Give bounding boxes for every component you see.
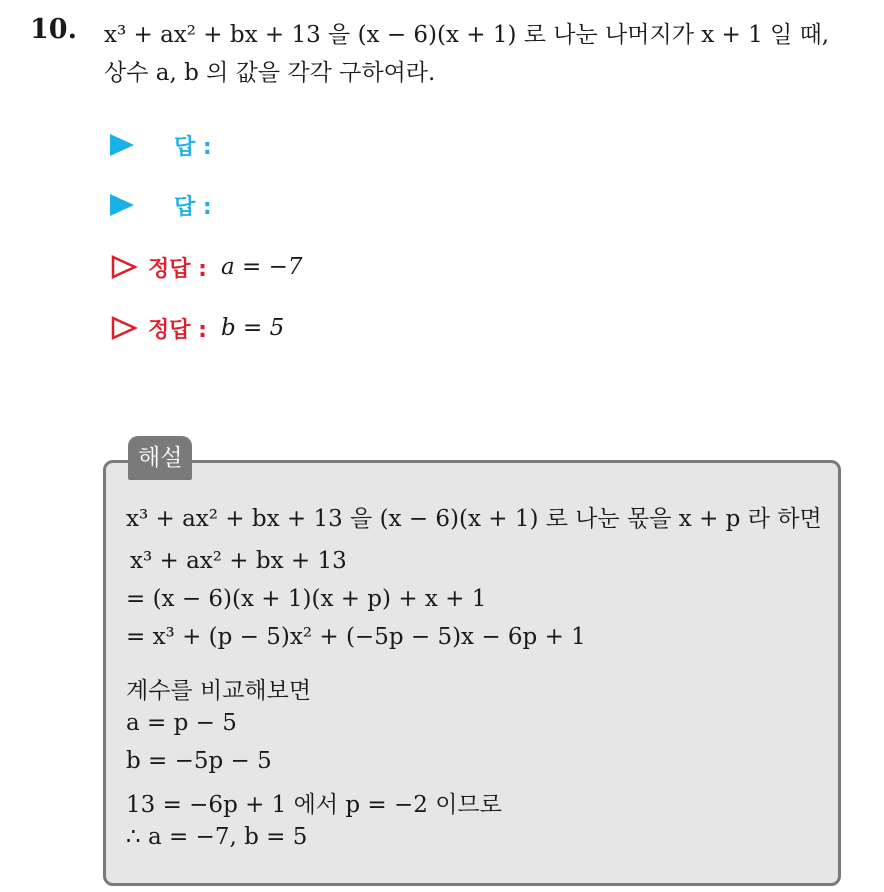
play-triangle-icon xyxy=(110,194,134,216)
answer-label: 답 : xyxy=(174,194,212,220)
solution-line: ∴ a = −7, b = 5 xyxy=(126,824,308,850)
solution-line: 계수를 비교해보면 xyxy=(126,678,312,704)
problem-line-1: x³ + ax² + bx + 13 을 (x − 6)(x + 1) 로 나눈 나머지가 x + 1 일 때, xyxy=(104,22,830,48)
correct-answer-row-2 xyxy=(110,311,284,345)
problem-number: 10. xyxy=(30,14,77,45)
solution-line: b = −5p − 5 xyxy=(126,748,272,774)
correct-label: 정답 : xyxy=(148,317,207,343)
answer-label: 답 : xyxy=(174,134,212,160)
problem-text xyxy=(104,16,829,92)
answer-row-2[interactable] xyxy=(110,188,212,222)
solution-line: 13 = −6p + 1 에서 p = −2 이므로 xyxy=(126,792,502,818)
solution-line: = x³ + (p − 5)x² + (−5p − 5)x − 6p + 1 xyxy=(126,624,586,650)
solution-line: a = p − 5 xyxy=(126,710,237,736)
solution-line: x³ + ax² + bx + 13 xyxy=(130,548,347,574)
outline-triangle-icon xyxy=(110,315,138,341)
correct-answer-row-1 xyxy=(110,250,302,284)
solution-line: = (x − 6)(x + 1)(x + p) + x + 1 xyxy=(126,586,487,612)
outline-triangle-icon xyxy=(110,254,138,280)
correct-value: a = −7 xyxy=(220,254,303,280)
solution-line: x³ + ax² + bx + 13 을 (x − 6)(x + 1) 로 나눈 몫을 x + p 라 하면 xyxy=(126,506,822,532)
problem-line-2: 상수 a, b 의 값을 각각 구하여라. xyxy=(104,60,436,86)
answer-row-1[interactable] xyxy=(110,128,212,162)
solution-title: 해설 xyxy=(128,436,192,480)
correct-value: b = 5 xyxy=(220,315,285,341)
correct-label: 정답 : xyxy=(148,256,207,282)
play-triangle-icon xyxy=(110,134,134,156)
